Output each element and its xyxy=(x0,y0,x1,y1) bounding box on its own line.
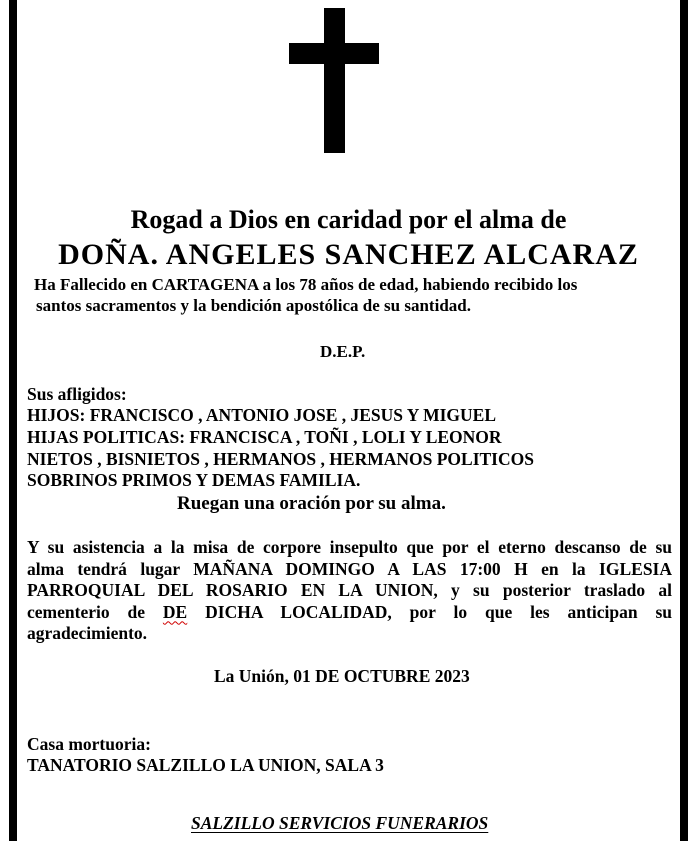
mortuary-heading: Casa mortuoria: xyxy=(27,734,151,754)
mass-line-4-start: cementerio de xyxy=(27,601,163,622)
right-border xyxy=(680,0,688,841)
spellcheck-flagged-word: DE xyxy=(162,601,188,622)
mourners-line: SOBRINOS PRIMOS Y DEMAS FAMILIA. xyxy=(27,470,361,490)
mourners-line: HIJOS: FRANCISCO , ANTONIO JOSE , JESUS Y MIGUEL xyxy=(27,405,497,425)
deceased-name: DOÑA. ANGELES SANCHEZ ALCARAZ xyxy=(58,238,639,271)
mourners-line: NIETOS , BISNIETOS , HERMANOS , HERMANOS POLITICOS xyxy=(27,449,534,469)
mourners-heading: Sus afligidos: xyxy=(27,384,127,404)
mass-line: PARROQUIAL DEL ROSARIO EN LA UNION, y su posterior traslado al xyxy=(27,580,672,600)
cross-horizontal-bar xyxy=(289,43,379,64)
mass-paragraph xyxy=(27,537,672,645)
funeral-home: SALZILLO SERVICIOS FUNERARIOS xyxy=(191,813,489,833)
mourners-line: HIJAS POLITICAS: FRANCISCA , TOÑI , LOLI Y LEONOR xyxy=(27,427,502,447)
mass-line xyxy=(27,602,672,624)
mass-line: Y su asistencia a la misa de corpore insepulto que por el eterno descanso de su xyxy=(27,537,672,557)
dep-line: D.E.P. xyxy=(320,342,366,361)
mass-line: alma tendrá lugar MAÑANA DOMINGO A LAS 17:00 H en la IGLESIA xyxy=(27,558,672,579)
cross-vertical-bar xyxy=(324,8,345,153)
prayer-request: Ruegan una oración por su alma. xyxy=(177,493,446,514)
place-date: La Unión, 01 DE OCTUBRE 2023 xyxy=(214,666,470,686)
death-line-2: santos sacramentos y la bendición apostólica de su santidad. xyxy=(36,296,471,315)
left-border xyxy=(9,0,17,841)
mass-line: agradecimiento. xyxy=(27,623,148,643)
intro-line: Rogad a Dios en caridad por el alma de xyxy=(130,205,567,234)
mass-line-4-end: DICHA LOCALIDAD, por lo que les anticipan su xyxy=(187,601,673,622)
death-line-1: Ha Fallecido en CARTAGENA a los 78 años de edad, habiendo recibido los xyxy=(34,275,578,294)
mortuary-location: TANATORIO SALZILLO LA UNION, SALA 3 xyxy=(27,755,384,775)
